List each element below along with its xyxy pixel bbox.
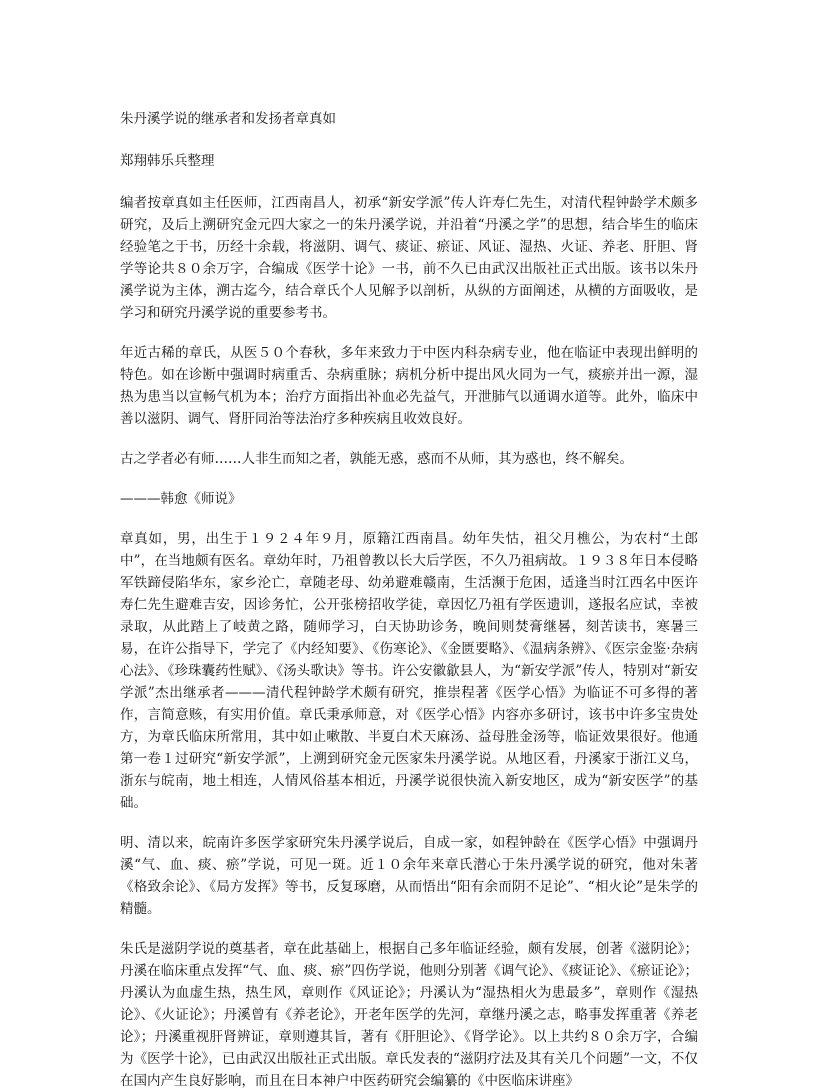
theory-paragraph: 朱氏是滋阴学说的奠基者，章在此基础上，根据自己多年临证经验，颇有发展，创著《滋阴论》；丹溪在临床重点发挥“气、血、痰、瘀”四伤学说，他则分别著《调气论》、《痰证论》、《瘀证论》；丹溪认为血虚生热，热生风，章则作《风证论》；丹溪认为“湿热相火为患最多”，章则作《湿热论》、《火证论》；丹溪曾有《养老论》，开老年医学的先河，章继丹溪之志，略事发挥重著《养老论》；丹溪重视肝肾辨证，章则遵其旨，著有《肝胆论》、《肾学论》。以上共约８０余万字，合编为《医学十论》，已由武汉出版社正式出版。章氏发表的“滋阴疗法及其有关几个问题”一文，不仅在国内产生良好影响，而且在日本神户中医药研究会编纂的《中医临床讲座》: [120, 941, 698, 1089]
history-paragraph: 明、清以来，皖南许多医学家研究朱丹溪学说后，自成一家，如程钟龄在《医学心悟》中强调丹溪“气、血、痰、瘀”学说，可见一斑。近１０余年来章氏潜心于朱丹溪学说的研究，他对朱著《格致余论》、《局方发挥》等书，反复琢磨，从而悟出“阳有余而阴不足论”、“相火论”是朱学的精髓。: [120, 835, 698, 917]
quote-paragraph: 古之学者必有师……人非生而知之者，孰能无惑，惑而不从师，其为惑也，终不解矣。: [120, 451, 633, 467]
intro-paragraph: 年近古稀的章氏，从医５０个春秋，多年来致力于中医内科杂病专业，他在临证中表现出鲜明的特色。如在诊断中强调时病重舌、杂病重脉；病机分析中提出风火同为一气，痰瘀并出一源，湿热为患当以宣畅气机为本；治疗方面指出补血必先益气，开泄肺气以通调水道等。此外，临床中善以滋阴、调气、肾肝同治等法治疗多种疾病且收效良好。: [120, 345, 698, 427]
article-byline: 郑翔韩乐兵整理: [120, 153, 215, 169]
document-page: [120, 108, 698, 1092]
editor-note-paragraph: 编者按章真如主任医师，江西南昌人，初承“新安学派”传人许寿仁先生，对清代程钟龄学术颇多研究，及后上溯研究金元四大家之一的朱丹溪学说，并沿着“丹溪之学”的思想，结合毕生的临床经验笔之于书，历经十余载，将滋阴、调气、痰证、瘀证、风证、湿热、火证、养老、肝胆、肾学等论共８０余万字，合编成《医学十论》一书，前不久已由武汉出版社正式出版。该书以朱丹溪学说为主体，溯古迄今，结合章氏个人见解予以剖析，从纵的方面阐述，从横的方面吸收，是学习和研究丹溪学说的重要参考书。: [120, 195, 698, 321]
biography-paragraph: 章真如，男，出生于１９２４年９月，原籍江西南昌。幼年失怙，祖父月樵公，为农村“土郎中”，在当地颇有医名。章幼年时，乃祖曾教以长大后学医，不久乃祖病故。１９３８年日本侵略军铁蹄侵陷华东，家乡沦亡，章随老母、幼弟避难赣南，生活濒于危困，适逢当时江西名中医许寿仁先生避难吉安，因诊务忙，公开张榜招收学徒，章因忆乃祖有学医遗训，遂报名应试，幸被录取，从此踏上了岐黄之路，随师学习，白天协助诊务，晚间则焚膏继晷，刻苦读书，寒暑三易，在许公指导下，学完了《内经知要》、《伤寒论》、《金匮要略》、《温病条辨》、《医宗金鉴·杂病心法》、《珍珠囊药性赋》、《汤头歌诀》等书。许公安徽歙县人，为“新安学派”传人，特别对“新安学派”杰出继承者———清代程钟龄学术颇有研究，推崇程著《医学心悟》为临证不可多得的著作，言简意赅，有实用价值。章氏秉承师意，对《医学心悟》内容亦多研讨，该书中许多宝贵处方，为章氏临床所常用，其中如止嗽散、半夏白术天麻汤、益母胜金汤等，临证效果很好。他通第一卷１过研究“新安学派”，上溯到研究金元医家朱丹溪学说。从地区看，丹溪家于浙江义乌，浙东与皖南，地土相连，人情风俗基本相近，丹溪学说很快流入新安地区，成为“新安医学”的基础。: [120, 531, 698, 811]
article-title: 朱丹溪学说的继承者和发扬者章真如: [120, 111, 336, 127]
quote-attribution: ———韩愈《师说》: [120, 491, 242, 507]
